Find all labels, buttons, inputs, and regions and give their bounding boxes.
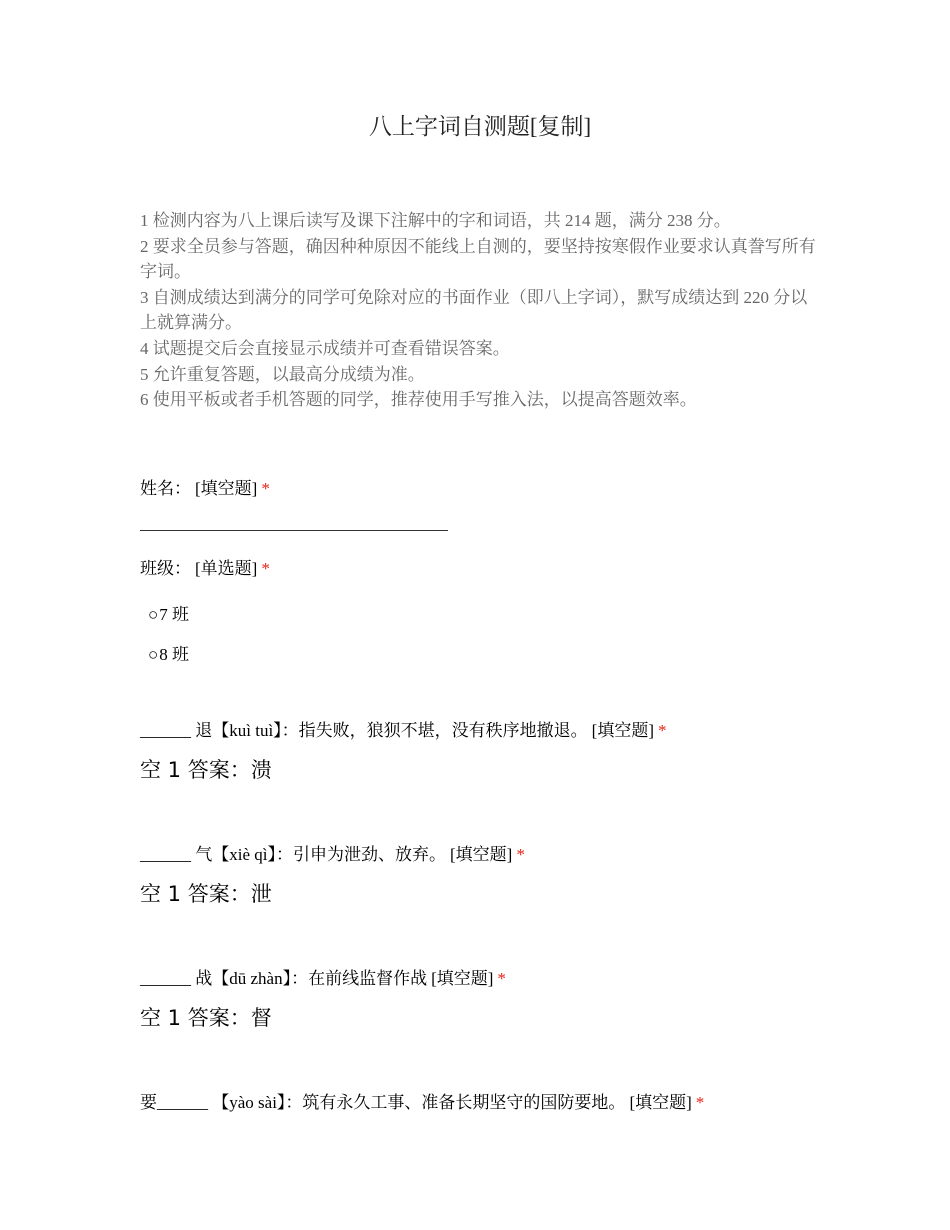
survey-intro xyxy=(140,208,820,413)
required-marker: * xyxy=(516,845,525,864)
radio-option-class-7[interactable] xyxy=(148,603,189,627)
required-marker: * xyxy=(695,1093,705,1112)
page-title: 八上字词自测题[复制] xyxy=(368,114,592,139)
intro-line: 4 试题提交后会直接显示成绩并可查看错误答案。 xyxy=(140,338,510,358)
question-type: [单选题] xyxy=(195,559,258,578)
question-type: [填空题] xyxy=(431,969,494,988)
option-label: 8 班 xyxy=(159,645,190,664)
question-yaosai xyxy=(140,1091,820,1115)
intro-line: 6 使用平板或者手机答题的同学，推荐使用手写推入法，以提高答题效率。 xyxy=(140,390,697,410)
required-marker: * xyxy=(658,721,667,740)
name-input-line[interactable] xyxy=(140,530,448,531)
question-class xyxy=(140,557,820,581)
question-label: ______ 气【xiè qì】：引申为泄劲、放弃。 xyxy=(140,845,446,864)
question-type: [填空题] xyxy=(629,1093,692,1112)
intro-line: 1 检测内容为八上课后读写及课下注解中的字和词语，共 214 题，满分 238 分。 xyxy=(140,211,731,230)
question-label: ______ 战【dū zhàn】：在前线监督作战 xyxy=(140,969,428,988)
question-kuitui xyxy=(140,719,820,743)
required-marker: * xyxy=(261,479,270,498)
answer-text: 空 1 答案：督 xyxy=(140,1006,272,1030)
question-label: 班级： xyxy=(140,559,191,578)
intro-line: 5 允许重复答题，以最高分成绩为准。 xyxy=(140,364,425,384)
question-name xyxy=(140,477,820,501)
radio-circle-icon[interactable]: ○ xyxy=(148,605,159,624)
question-label: ______ 退【kuì tuì】：指失败，狼狈不堪，没有秩序地撤退。 xyxy=(140,721,588,740)
question-type: [填空题] xyxy=(450,845,513,864)
required-marker: * xyxy=(497,969,506,988)
radio-option-class-8[interactable] xyxy=(148,643,189,667)
option-label: 7 班 xyxy=(159,605,190,624)
answer-text: 空 1 答案：泄 xyxy=(140,882,272,906)
intro-line: 3 自测成绩达到满分的同学可免除对应的书面作业（即八上字词），默写成绩达到 220 分以上就算满分。 xyxy=(140,287,808,333)
question-type: [填空题] xyxy=(591,721,654,740)
required-marker: * xyxy=(261,559,270,578)
question-label: 姓名： xyxy=(140,479,191,498)
question-label: 要______ 【yào sài】：筑有永久工事、准备长期坚守的国防要地。 xyxy=(140,1093,626,1112)
intro-line: 2 要求全员参与答题，确因种种原因不能线上自测的，要坚持按寒假作业要求认真誊写所有字词。 xyxy=(140,236,816,282)
question-xieqi xyxy=(140,843,820,867)
question-type: [填空题] xyxy=(195,479,258,498)
radio-circle-icon[interactable]: ○ xyxy=(148,645,159,664)
answer-text: 空 1 答案：溃 xyxy=(140,758,272,782)
question-duzhan xyxy=(140,967,820,991)
